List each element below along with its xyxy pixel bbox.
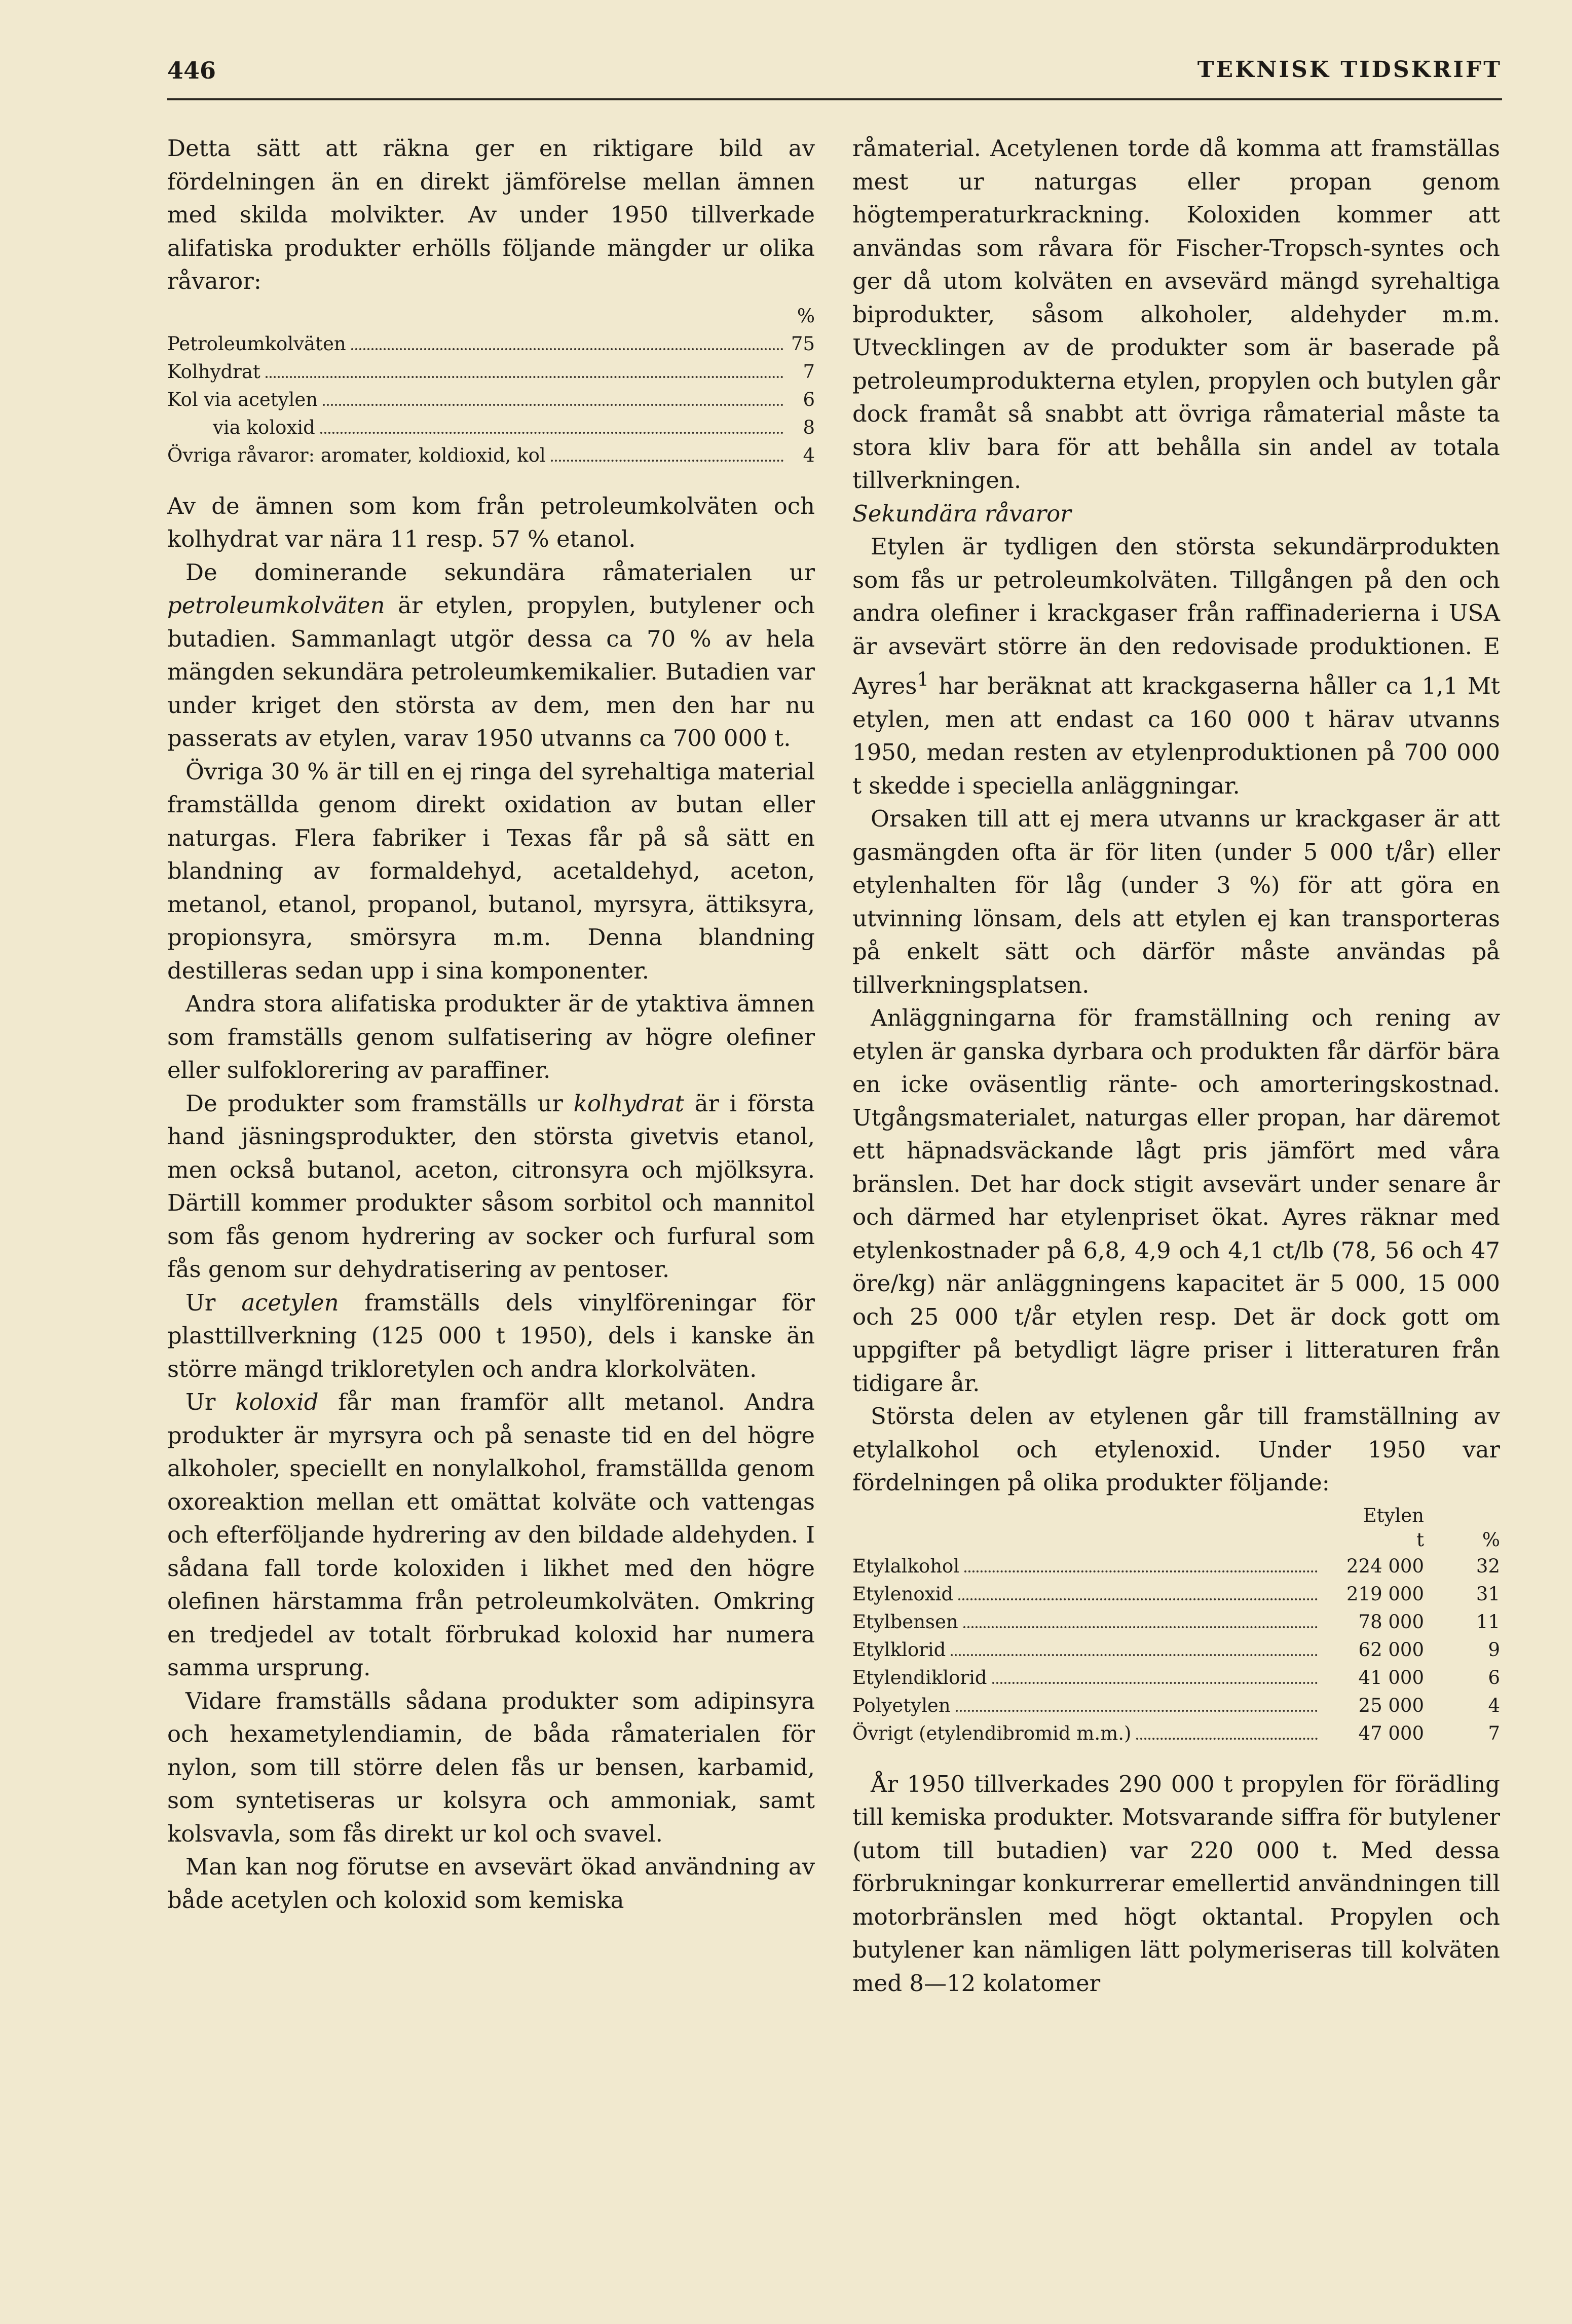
table-row-tons: 47 000 xyxy=(1358,1722,1424,1744)
leader-dots xyxy=(992,1682,1318,1684)
text-run: får man framför allt metanol. Andra produkter är myrsyra och på senaste tid en del högre alkoholer, speciellt en nonylalkohol, framställda genom oxoreaktion mellan ett omättat kolväte och vattengas och efterföljande hydrering av den bildade aldehyden. I sådana fall torde koloxiden i likhet med den högre olefinen härstamma från petroleumkolväten. Omkring en tredjedel av totalt förbrukad koloxid har numera samma ursprung. xyxy=(167,1389,815,1681)
table-row-label: Övriga råvaror: aromater, koldioxid, kol xyxy=(167,444,546,466)
table-row-label: Etylalkohol xyxy=(852,1555,960,1577)
table-row-label: Kolhydrat xyxy=(167,360,260,383)
tons-header xyxy=(1328,1504,1424,1552)
table-row-tons: 62 000 xyxy=(1358,1638,1424,1661)
table-row xyxy=(167,358,815,386)
leader-dots xyxy=(266,376,783,378)
tons-header-line1: Etylen xyxy=(1363,1504,1424,1526)
text-run: Ur xyxy=(185,1389,236,1415)
page-header xyxy=(167,57,1502,100)
text-run: Ur xyxy=(185,1289,242,1316)
paragraph: År 1950 tillverkades 290 000 t propylen för förädling till kemiska produkter. Motsvarande siffra för butylener (utom till butadien) var 220 000 t. Med dessa förbrukningar konkurrerar emellertid användningen till motorbränslen med högt oktantal. Propylen och butylener kan nämligen lätt polymeriseras till kolväten med 8—12 kolatomer xyxy=(852,1770,1500,1997)
paragraph: Andra stora alifatiska produkter är de ytaktiva ämnen som framställs genom sulfatisering av högre olefiner eller sulfoklorering av paraffiner. xyxy=(167,990,815,1083)
table-row-value: 4 xyxy=(803,444,815,466)
leader-dots xyxy=(956,1710,1318,1712)
paragraph xyxy=(167,556,815,755)
table-row-tons: 41 000 xyxy=(1358,1666,1424,1689)
table-row xyxy=(167,330,815,358)
paragraph: Orsaken till att ej mera utvanns ur krackgaser är att gasmängden ofta är för liten (under 5 000 t/år) eller etylenhalten för låg (under 3 %) för att göra en utvinning lönsam, dels att etylen ej kan transporteras på enkelt sätt och därför måste användas på tillverkningsplatsen. xyxy=(852,805,1500,998)
leader-dots xyxy=(951,1654,1318,1656)
table-row xyxy=(852,1580,1500,1608)
table-unit-header: % xyxy=(797,305,815,327)
leader-dots xyxy=(963,1626,1318,1628)
table-row-pct: 9 xyxy=(1488,1638,1500,1661)
table-row-label: via koloxid xyxy=(213,416,315,438)
right-column xyxy=(852,132,1500,2000)
table-row-tons: 219 000 xyxy=(1346,1583,1424,1605)
left-column xyxy=(167,132,815,1917)
table-row-value: 7 xyxy=(803,360,815,383)
leader-dots xyxy=(1136,1738,1318,1740)
table-row xyxy=(852,1692,1500,1719)
paragraph: Övriga 30 % är till en ej ringa del syrehaltiga material framställda genom direkt oxidation av butan eller naturgas. Flera fabriker i Texas får på så sätt en blandning av formaldehyd, acetaldehyd, aceton, metanol, etanol, propanol, butanol, myrsyra, ättiksyra, propionsyra, smörsyra m.m. Denna blandning destilleras sedan upp i sina komponenter. xyxy=(167,758,815,984)
table-row-label: Etylbensen xyxy=(852,1610,958,1633)
table-row-label: Etylenoxid xyxy=(852,1583,954,1605)
leader-dots xyxy=(323,404,783,406)
paragraph xyxy=(167,1385,815,1684)
text-run: har beräknat att krackgaserna håller ca 1,1 Mt etylen, men att endast ca 160 000 t härav utvanns 1950, medan resten av etylenproduktionen på 700 000 t skedde i speciella anläggningar. xyxy=(852,672,1500,799)
text-run: är etylen, propylen, butylener och butadien. Sammanlagt utgör dessa ca 70 % av hela mängden sekundära petroleumkemikalier. Butadien var under kriget den största av dem, men den har nu passerats av etylen, varav 1950 utvanns ca 700 000 t. xyxy=(167,592,815,752)
table-row-label: Kol via acetylen xyxy=(167,388,318,410)
percent-header-label: % xyxy=(1482,1528,1500,1551)
table-row-tons: 78 000 xyxy=(1358,1610,1424,1633)
paragraph: råmaterial. Acetylenen torde då komma att framställas mest ur naturgas eller propan genom högtemperaturkrackning. Koloxiden kommer att användas som råvara för Fischer-Tropsch-syntes och ger då utom kolväten en avsevärd mängd syrehaltiga biprodukter, såsom alkoholer, aldehyder m.m. Utvecklingen av de produkter som är baserade på petroleumprodukterna etylen, propylen och butylen går dock framåt så snabbt att övriga råmaterial måste ta stora kliv bara för att behålla sin andel av totala tillverkningen. xyxy=(852,135,1500,494)
paragraph xyxy=(167,1087,815,1286)
footnote-marker: 1 xyxy=(917,668,929,690)
emphasis: petroleumkolväten xyxy=(167,592,385,619)
paragraph: Anläggningarna för framställning och rening av etylen är ganska dyrbara och produkten får därför bära en icke oväsentlig ränte- och amorteringskostnad. Utgångsmaterialet, naturgas eller propan, har däremot ett häpnadsväckande lågt pris jämfört med våra bränslen. Det har dock stigit avsevärt under senare år och därmed har etylenpriset ökat. Ayres räknar med etylenkostnader på 6,8, 4,9 och 4,1 ct/lb (78, 56 och 47 öre/kg) när anläggningens kapacitet är 5 000, 15 000 och 25 000 t/år etylen resp. Det är dock gott om uppgifter på betydligt lägre priser i litteraturen från tidigare år. xyxy=(852,1004,1500,1397)
ethylene-table xyxy=(852,1504,1500,1747)
table-row-tons: 224 000 xyxy=(1346,1555,1424,1577)
table-row-label: Polyetylen xyxy=(852,1694,951,1716)
table-row xyxy=(167,386,815,414)
journal-title: TEKNISK TIDSKRIFT xyxy=(1197,57,1502,83)
table-header xyxy=(167,302,815,330)
paragraph: Man kan nog förutse en avsevärt ökad användning av både acetylen och koloxid som kemiska xyxy=(167,1853,815,1914)
table-row-value: 75 xyxy=(791,332,815,355)
table-row xyxy=(852,1664,1500,1692)
paragraph xyxy=(167,1286,815,1386)
table-row-pct: 32 xyxy=(1476,1555,1500,1577)
table-row-tons: 25 000 xyxy=(1358,1694,1424,1716)
table-row-pct: 4 xyxy=(1488,1694,1500,1716)
text-run: är i första hand jäsningsprodukter, den största givetvis etanol, men också butanol, aceton, citronsyra och mjölksyra. Därtill kommer produkter såsom sorbitol och mannitol som fås genom hydrering av socker och furfural som fås genom sur dehydratisering av pentoser. xyxy=(167,1090,815,1283)
leader-dots xyxy=(551,460,783,462)
table-row-label: Petroleumkolväten xyxy=(167,332,346,355)
table-row xyxy=(852,1608,1500,1636)
table-row-pct: 6 xyxy=(1488,1666,1500,1689)
text-run: De dominerande sekundära råmaterialen ur xyxy=(185,558,815,586)
leader-dots xyxy=(320,432,783,434)
table-row-label: Övrigt (etylendibromid m.m.) xyxy=(852,1722,1132,1744)
paragraph: Vidare framställs sådana produkter som adipinsyra och hexametylendiamin, de båda råmaterialen för nylon, som till större delen fås ur bensen, karbamid, som syntetiseras ur kolsyra och ammoniak, samt kolsvavla, som fås direkt ur kol och svavel. xyxy=(167,1687,815,1847)
table-row xyxy=(167,441,815,469)
raw-material-table xyxy=(167,302,815,469)
paragraph: Största delen av etylenen går till framställning av etylalkohol och etylenoxid. Under 1950 var fördelningen på olika produkter följande: xyxy=(852,1403,1500,1496)
table-row-pct: 7 xyxy=(1488,1722,1500,1744)
leader-dots xyxy=(958,1598,1318,1600)
table-row-value: 8 xyxy=(803,416,815,438)
section-heading: Sekundära råvaror xyxy=(852,500,1071,527)
leader-dots xyxy=(964,1570,1318,1572)
table-row-pct: 31 xyxy=(1476,1583,1500,1605)
emphasis: koloxid xyxy=(235,1389,319,1415)
page-number: 446 xyxy=(167,57,216,84)
paragraph: Detta sätt att räkna ger en riktigare bild av fördelningen än en direkt jämförelse mellan ämnen med skilda molvikter. Av under 1950 tillverkade alifatiska produkter erhölls följande mängder ur olika råvaror: xyxy=(167,135,815,294)
emphasis: kolhydrat xyxy=(573,1090,684,1117)
table-row-label: Etylendiklorid xyxy=(852,1666,987,1689)
table-header xyxy=(852,1504,1500,1552)
paragraph: Av de ämnen som kom från petroleumkolväten och kolhydrat var nära 11 resp. 57 % etanol. xyxy=(167,492,815,552)
table-row xyxy=(852,1719,1500,1747)
text-run: Etylen är tydligen den största sekundärprodukten som fås ur petroleumkolväten. Tillgången på den och andra olefiner i krackgaser från raffinaderierna i USA är avsevärt större än den redovisade produktionen. E Ayres xyxy=(852,533,1500,699)
table-row xyxy=(852,1552,1500,1580)
table-row xyxy=(167,414,815,441)
table-row-pct: 11 xyxy=(1476,1610,1500,1633)
emphasis: acetylen xyxy=(241,1289,339,1316)
leader-dots xyxy=(351,348,783,350)
tons-header-line2: t xyxy=(1416,1528,1424,1551)
text-run: De produkter som framställs ur xyxy=(185,1090,574,1117)
text-run: framställs dels vinylföreningar för plasttillverkning (125 000 t 1950), dels i kanske än större mängd trikloretylen och andra klorkolväten. xyxy=(167,1289,815,1382)
table-row-value: 6 xyxy=(803,388,815,410)
table-row xyxy=(852,1636,1500,1664)
table-row-label: Etylklorid xyxy=(852,1638,946,1661)
paragraph xyxy=(852,530,1500,802)
percent-header xyxy=(1424,1504,1500,1552)
